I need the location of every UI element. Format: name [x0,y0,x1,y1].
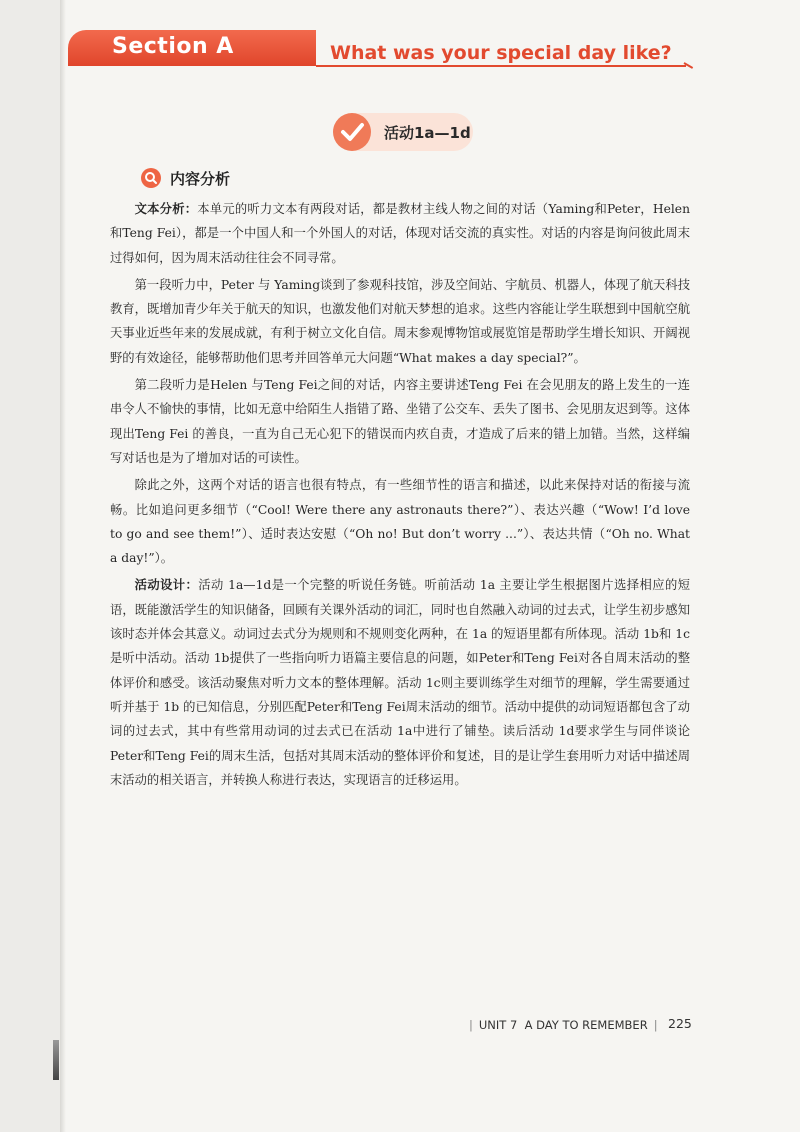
paragraph-text: 第一段听力中，Peter 与 Yaming谈到了参观科技馆，涉及空间站、宇航员、机器人，体现了航天科技教育，既增加青少年关于航天的知识，也激发他们对航天梦想的追求。这些内容能让学生联想到中国航空航天事业近些年来的发展成就，有利于树立文化自信。周末参观博物馆或展览馆是帮助学生增长知识、开阔视野的有效途径，能够帮助他们思考并回答单元大问题“What makes a day special?”。 [110,277,690,365]
footer-unit: UNIT 7 [478,1018,518,1032]
title-underline [316,65,686,67]
paragraph-listening-1 [110,273,690,370]
content-heading-text: 内容分析 [170,170,231,188]
running-footer: | UNIT 7 A DAY TO REMEMBER | [469,1018,658,1032]
paragraph-text: 活动 1a—1d是一个完整的听说任务链。听前活动 1a 主要让学生根据图片选择相应的短语，既能激活学生的知识储备，回顾有关课外活动的词汇，同时也自然融入动词的过去式，让学生初步感知该时态并体会其意义。动词过去式分为规则和不规则变化两种，在 1a 的短语里都有所体现。活动 1b和 1c是听中活动。活动 1b提供了一些指向听力语篇主要信息的问题，如Peter和Teng Fei对各自周末活动的整体评价和感受。该活动聚焦对听力文本的整体理解。活动 1c则主要训练学生对细节的理解，学生需要通过听并基于 1b 的已知信息，分别匹配Peter和Teng Fei周末活动的细节。活动中提供的动词短语都包含了动词的过去式，其中有些常用动词的过去式已在活动 1a中进行了铺垫。读后活动 1d要求学生与同伴谈论Peter和Teng Fei的周末生活，包括对其周末活动的整体评价和复述，目的是让学生套用听力对话中描述周末活动的相关语言，并转换人称进行表达，实现语言的迁移运用。 [110,578,690,787]
footer-unit-title: A DAY TO REMEMBER [524,1018,648,1032]
magnifier-icon [141,168,161,188]
page-number: 225 [668,1016,692,1031]
section-label: Section A [112,34,234,59]
binding-mark [53,1040,59,1080]
paragraph-text: 除此之外，这两个对话的语言也很有特点，有一些细节性的语言和描述，以此来保持对话的衔接与流畅。比如追问更多细节（“Cool! Were there any astronauts there?”）、表达兴趣（“Wow! I’d love to go and see them!”）、适时表达安慰（“Oh no! But don’t worry ...”）、表达共情（“Oh no. What a day!”）。 [110,478,690,566]
page-edge-shadow [60,0,66,1132]
paragraph-activity-design [110,573,690,792]
activity-label: 活动1a—1d [384,124,471,142]
paragraph-language-features [110,473,690,570]
paragraph-lead: 文本分析： [134,202,198,216]
checkmark-icon [333,113,371,151]
paragraph-text-analysis [110,197,690,270]
paragraph-lead: 活动设计： [134,578,199,593]
section-title: What was your special day like? [330,42,672,64]
paragraph-text: 本单元的听力文本有两段对话，都是教材主线人物之间的对话（Yaming和Peter，Helen和Teng Fei），都是一个中国人和一个外国人的对话，体现对话交流的真实性。对话的内容是询问彼此周末过得如何，因为周末活动往往会不同寻常。 [110,202,690,265]
paragraph-listening-2 [110,373,690,470]
paragraph-text: 第二段听力是Helen 与Teng Fei之间的对话，内容主要讲述Teng Fei 在会见朋友的路上发生的一连串令人不愉快的事情，比如无意中给陌生人指错了路、坐错了公交车、丢失了图书、会见朋友迟到等。这体现出Teng Fei 的善良，一直为自己无心犯下的错误而内疚自责，才造成了后来的错上加错。当然，这样编写对话也是为了增加对话的可读性。 [110,378,690,465]
body-text [110,197,690,795]
